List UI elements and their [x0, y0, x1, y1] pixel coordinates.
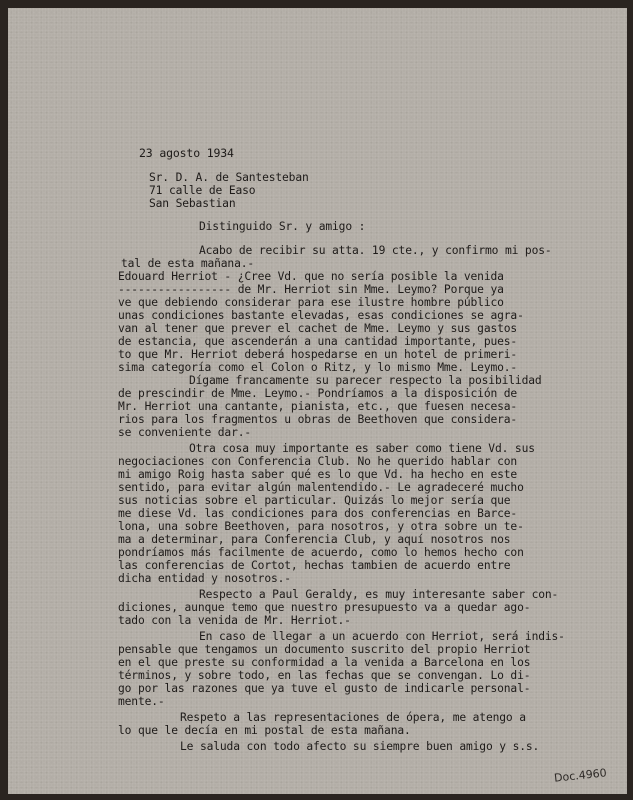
body-line: negociaciones con Conferencia Club. No he querido hablar con: [118, 455, 518, 468]
body-line: sentido, para evitar algún malentendido.- Le agradeceré mucho: [118, 481, 524, 494]
body-line: dicha entidad y nosotros.-: [118, 572, 291, 585]
body-line: mente.-: [118, 695, 165, 708]
body-line: ma a determinar, para Conferencia Club, y aquí nosotros nos: [118, 533, 511, 546]
body-line: mi amigo Roig hasta saber qué es lo que Vd. ha hecho en este: [118, 468, 518, 481]
body-line: Dígame francamente su parecer respecto la posibilidad: [189, 374, 542, 387]
body-line: sima categoría como el Colon o Ritz, y lo mismo Mme. Leymo.-: [118, 361, 518, 374]
body-line: Acabo de recibir su atta. 19 cte., y confirmo mi pos-: [199, 244, 552, 257]
salutation: Distinguido Sr. y amigo :: [199, 220, 366, 233]
letter-page: [8, 8, 627, 794]
recipient-line: San Sebastian: [149, 197, 236, 210]
body-line: términos, y sobre todo, en las fechas que se convengan. Lo di-: [118, 669, 531, 682]
body-line: de prescindir de Mme. Leymo.- Pondríamos a la disposición de: [118, 387, 518, 400]
body-line: go por las razones que ya tuve el gusto de indicarle personal-: [118, 682, 531, 695]
body-line: van al tener que prever el cachet de Mme. Leymo y sus gastos: [118, 322, 518, 335]
recipient-line: Sr. D. A. de Santesteban: [149, 171, 309, 184]
body-line: de estancia, que ascenderán a una cantidad importante, pues-: [118, 335, 518, 348]
body-line: Edouard Herriot - ¿Cree Vd. que no sería posible la venida: [118, 270, 504, 283]
body-line: me diese Vd. las condiciones para dos conferencias en Barce-: [118, 507, 518, 520]
body-line: las conferencias de Cortot, hechas tambien de acuerdo entre: [118, 559, 511, 572]
body-line: En caso de llegar a un acuerdo con Herriot, será indis-: [199, 630, 565, 643]
body-line: diciones, aunque temo que nuestro presupuesto va a quedar ago-: [118, 601, 531, 614]
body-line: tado con la venida de Mr. Herriot.-: [118, 614, 351, 627]
closing-line: Le saluda con todo afecto su siempre buen amigo y s.s.: [180, 740, 540, 753]
body-line: tal de esta mañana.-: [121, 257, 255, 270]
body-line: se conveniente dar.-: [118, 426, 252, 439]
letter-date: 23 agosto 1934: [139, 146, 234, 160]
body-line: Respecto a Paul Geraldy, es muy interesante saber con-: [199, 588, 559, 601]
archive-stamp: Doc.4960: [553, 766, 608, 785]
body-line: unas condiciones bastante elevadas, esas condiciones se agra-: [118, 309, 524, 322]
body-line: en el que preste su conformidad a la venida a Barcelona en los: [118, 656, 531, 669]
body-line: ----------------- de Mr. Herriot sin Mme. Leymo? Porque ya: [118, 283, 504, 296]
body-line: ve que debiendo considerar para ese ilustre hombre público: [118, 296, 504, 309]
body-line: rios para los fragmentos u obras de Beethoven que considera-: [118, 413, 518, 426]
body-line: Mr. Herriot una cantante, pianista, etc., que fuesen necesa-: [118, 400, 518, 413]
recipient-line: 71 calle de Easo: [149, 184, 256, 197]
body-line: Otra cosa muy importante es saber como tiene Vd. sus: [189, 442, 535, 455]
body-line: sus noticias sobre el particular. Quizás lo mejor sería que: [118, 494, 511, 507]
body-line: pensable que tengamos un documento suscrito del propio Herriot: [118, 643, 531, 656]
body-line: pondríamos más facilmente de acuerdo, como lo hemos hecho con: [118, 546, 524, 559]
body-line: lo que le decía en mi postal de esta mañana.: [118, 724, 411, 737]
body-line: lona, una sobre Beethoven, para nosotros, y otra sobre un te-: [118, 520, 524, 533]
body-line: Respeto a las representaciones de ópera, me atengo a: [180, 711, 526, 724]
body-line: to que Mr. Herriot deberá hospedarse en un hotel de primeri-: [118, 348, 518, 361]
